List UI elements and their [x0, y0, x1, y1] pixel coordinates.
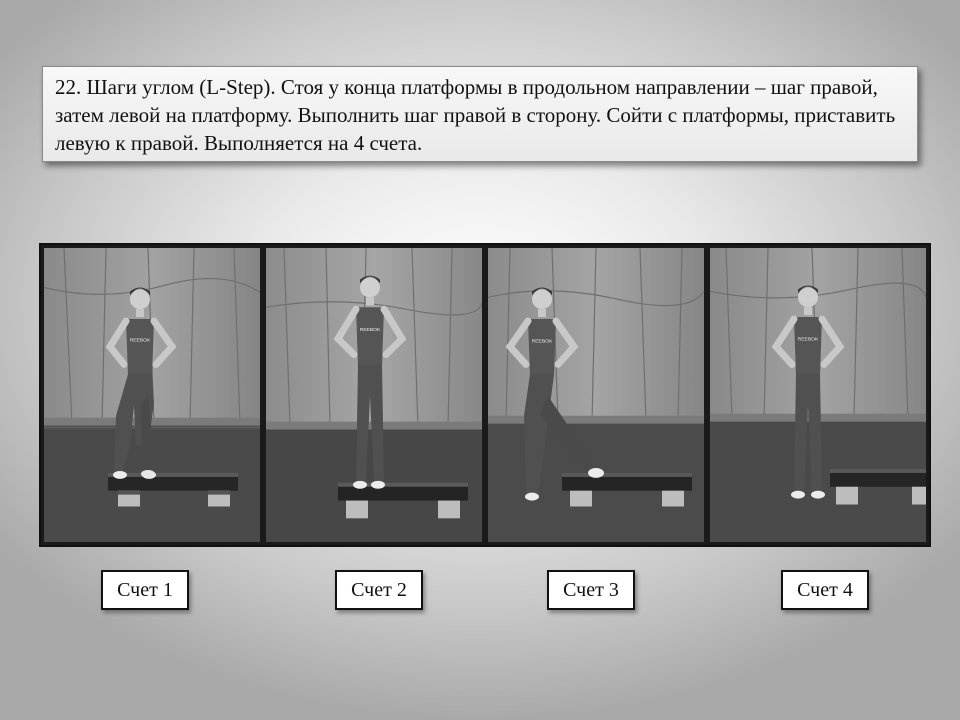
- photo-count-3: [485, 245, 707, 545]
- shirt-print: REEBOK: [797, 337, 819, 343]
- shirt-print: REEBOK: [129, 338, 151, 344]
- count-label-2: Счет 2: [335, 570, 423, 610]
- photo-count-2: [263, 245, 485, 545]
- exercise-description: 22. Шаги углом (L-Step). Стоя у конца платформы в продольном направлении – шаг правой, затем левой на платформу. Выполнить шаг правой в сторону. Сойти с платформы, приставить левую к правой. Выполняется на 4 счета.: [42, 66, 918, 162]
- count-label-3: Счет 3: [547, 570, 635, 610]
- photo-strip: [39, 243, 931, 547]
- count-label-1: Счет 1: [101, 570, 189, 610]
- shirt-print: REEBOK: [359, 327, 381, 333]
- photo-count-1: [41, 245, 263, 545]
- count-label-4: Счет 4: [781, 570, 869, 610]
- photo-count-4: [707, 245, 929, 545]
- shirt-print: REEBOK: [531, 339, 553, 345]
